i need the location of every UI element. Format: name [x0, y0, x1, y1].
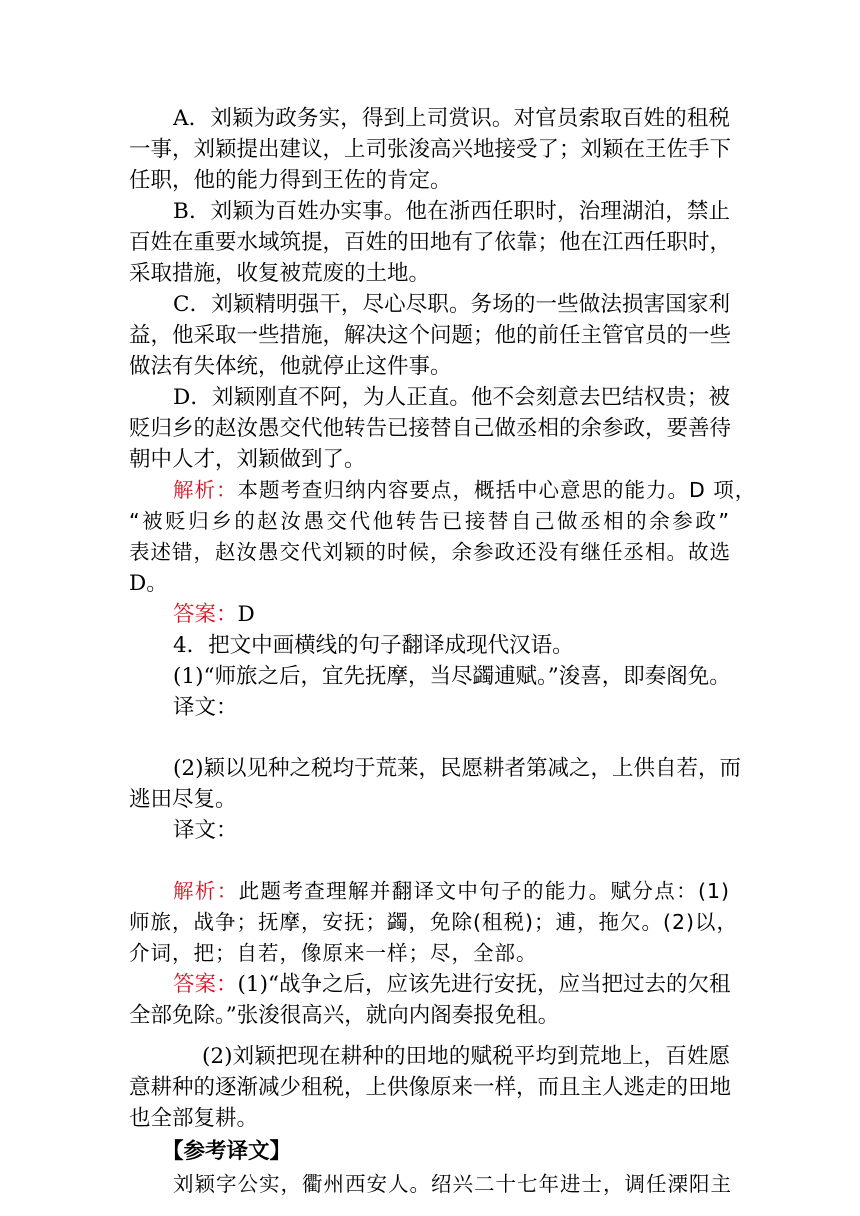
option-b-line-3: 采取措施，收复被荒废的土地。	[129, 261, 431, 286]
option-c-line-3: 做法有失体统，他就停止这件事。	[129, 354, 452, 379]
answer-1-value: D	[237, 602, 255, 627]
analysis-2-text: 此题考查理解并翻译文中句子的能力。赋分点：(1)	[238, 879, 730, 903]
analysis-2-line-1	[173, 881, 730, 902]
question-4-sub-2-line-1: (2)颖以见种之税均于荒莱，民愿耕者第减之，上供自若，而	[173, 756, 741, 781]
reference-heading: 【参考译文】	[162, 1139, 292, 1164]
question-4-sub-1: (1)“师旅之后，宜先抚摩，当尽蠲逋赋。”浚喜，即奏阁免。	[173, 664, 731, 689]
question-4-sub-2-line-2: 逃田尽复。	[129, 787, 237, 812]
question-4-title: 4．把文中画横线的句子翻译成现代汉语。	[173, 633, 574, 658]
analysis-1-line-3: 表述错，赵汝愚交代刘颖的时候，余参政还没有继任丞相。故选	[129, 540, 731, 564]
answer-2-line-1	[173, 974, 730, 996]
answer-label: 答案：	[173, 602, 238, 627]
question-4-translate-label-2: 译文：	[173, 818, 238, 843]
answer-label: 答案：	[173, 972, 238, 997]
option-a-line-3: 任职，他的能力得到王佐的肯定。	[129, 168, 452, 193]
answer-2-line-4: 意耕种的逐渐减少租税，上供像原来一样，而且主人逃走的田地	[129, 1075, 732, 1100]
option-d-line-1: D．刘颖刚直不阿，为人正直。他不会刻意去巴结权贵；被	[173, 385, 730, 410]
option-a-line-2: 一事，刘颖提出建议，上司张浚高兴地接受了；刘颖在王佐手下	[129, 137, 732, 162]
question-4-translate-label-1: 译文：	[173, 695, 238, 720]
answer-1-line	[173, 604, 730, 626]
analysis-1-line-4: D。	[129, 571, 168, 596]
analysis-2-line-3: 介词，把；自若，像原来一样；尽，全部。	[129, 941, 538, 965]
reference-line-1: 刘颖字公实，衢州西安人。绍兴二十七年进士，调任溧阳主	[173, 1172, 732, 1196]
option-d-line-2: 贬归乡的赵汝愚交代他转告已接替自己做丞相的余参政，要善待	[129, 416, 732, 441]
analysis-label: 解析：	[173, 478, 238, 502]
option-c-line-2: 益，他采取一些措施，解决这个问题；他的前任主管官员的一些	[129, 323, 732, 348]
analysis-1-text: 本题考查归纳内容要点，概括中心意思的能力。D 项，	[237, 478, 757, 502]
answer-2-line-3: (2)刘颖把现在耕种的田地的赋税平均到荒地上，百姓愿	[202, 1044, 730, 1069]
option-c-line-1: C．刘颖精明强干，尽心尽职。务场的一些做法损害国家利	[173, 292, 730, 317]
answer-2-line-2: 全部免除。”张浚很高兴，就向内阁奏报免租。	[129, 1003, 560, 1028]
option-d-line-3: 朝中人才，刘颖做到了。	[129, 447, 366, 472]
analysis-1-line-2: “被贬归乡的赵汝愚交代他转告已接替自己做丞相的余参政”	[129, 509, 730, 533]
option-b-line-2: 百姓在重要水域筑提，百姓的田地有了依靠；他在江西任职时，	[129, 230, 732, 255]
answer-2-text: (1)“战争之后，应该先进行安抚，应当把过去的欠租	[237, 972, 731, 997]
option-a-line-1: A．刘颖为政务实，得到上司赏识。对官员索取百姓的租税	[173, 106, 730, 131]
analysis-2-line-2: 师旅，战争；抚摩，安抚；蠲，免除(租税)；逋，拖欠。(2)以，	[129, 910, 739, 934]
answer-2-line-5: 也全部复耕。	[129, 1106, 259, 1131]
analysis-1-line-1	[173, 478, 757, 502]
analysis-label: 解析：	[173, 879, 239, 903]
option-b-line-1: B．刘颖为百姓办实事。他在浙西任职时，治理湖泊，禁止	[173, 199, 730, 224]
